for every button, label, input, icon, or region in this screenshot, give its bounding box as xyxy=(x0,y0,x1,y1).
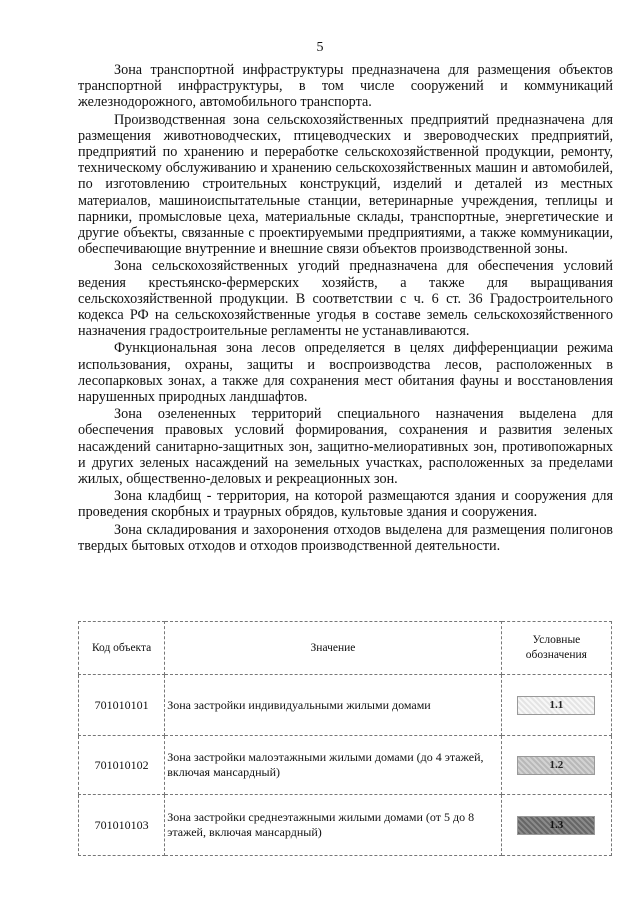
header-symbol: Условные обозначения xyxy=(501,622,611,675)
paragraph-cemetery-zone: Зона кладбищ - территория, на которой размещаются здания и сооружения для проведения скорбных и траурных обрядов, культовые здания и сооружения. xyxy=(78,488,613,521)
paragraph-agricultural-land-zone: Зона сельскохозяйственных угодий предназначена для обеспечения условий ведения крестьянско-фермерских хозяйств, а также для выращивания сельскохозяйственной продукции. В соответствии с ч. 6 ст. 36 Градостроительного кодекса РФ на сельскохозяйственные угодья в составе земель сельскохозяйственного назначения градостроительные регламенты не устанавливаются. xyxy=(78,258,613,340)
table-row xyxy=(79,736,612,795)
paragraph-waste-zone: Зона складирования и захоронения отходов выделена для размещения полигонов твердых бытовых отходов и отходов производственной деятельности. xyxy=(78,521,613,554)
page-number: 5 xyxy=(316,40,324,55)
row-value: Зона застройки индивидуальными жилыми домами xyxy=(165,675,502,736)
row-value: Зона застройки среднеэтажными жилыми домами (от 5 до 8 этажей, включая мансардный) xyxy=(165,795,502,856)
row-code: 701010102 xyxy=(79,736,165,795)
document-body xyxy=(78,62,613,555)
row-code: 701010101 xyxy=(79,675,165,736)
paragraph-agro-production-zone: Производственная зона сельскохозяйственных предприятий предназначена для размещения животноводческих, птицеводческих и звероводческих предприятий, предприятий по хранению и переработке сельскохозяйственной продукции, ремонту, техническому обслуживанию и хранению сельскохозяйственных машин и автомобилей, по изготовлению строительных конструкций, изделий и деталей из местных материалов, машиноиспытательные станции, ветеринарные учреждения, теплицы и парники, промысловые цеха, материальные склады, транспортные, энергетические и другие объекты, связанные с проектируемыми предприятиями, а также коммуникации, обеспечивающие внутренние и внешние связи объектов производственной зоны. xyxy=(78,111,613,258)
paragraph-special-green-zone: Зона озелененных территорий специального назначения выделена для обеспечения правовых условий формирования, сохранения и развития зеленых насаждений санитарно-защитных зон, защитно-мелиоративных зон, противопожарных и других зеленых насаждений на земельных участках, расположенных за пределами жилых, общественно-деловых и рекреационных зон. xyxy=(78,406,613,488)
legend-swatch: 1.2 xyxy=(517,756,595,775)
header-value: Значение xyxy=(165,622,502,675)
header-code: Код объекта xyxy=(79,622,165,675)
paragraph-transport-zone: Зона транспортной инфраструктуры предназначена для размещения объектов транспортной инфраструктуры, в том числе сооружений и коммуникаций железнодорожного, автомобильного транспорта. xyxy=(78,62,613,111)
row-symbol-cell xyxy=(501,736,611,795)
table-row xyxy=(79,795,612,856)
legend-swatch: 1.1 xyxy=(517,696,595,715)
paragraph-forest-zone: Функциональная зона лесов определяется в целях дифференциации режима использования, охраны, защиты и воспроизводства лесов, расположенных в лесопарковых зонах, а также для сохранения мест обитания фауны и восстановления нарушенных природных ландшафтов. xyxy=(78,340,613,406)
row-symbol-cell xyxy=(501,675,611,736)
table-header-row xyxy=(79,622,612,675)
row-value: Зона застройки малоэтажными жилыми домами (до 4 этажей, включая мансардный) xyxy=(165,736,502,795)
row-symbol-cell xyxy=(501,795,611,856)
row-code: 701010103 xyxy=(79,795,165,856)
legend-swatch: 1.3 xyxy=(517,816,595,835)
zones-table xyxy=(78,621,612,856)
table-row xyxy=(79,675,612,736)
